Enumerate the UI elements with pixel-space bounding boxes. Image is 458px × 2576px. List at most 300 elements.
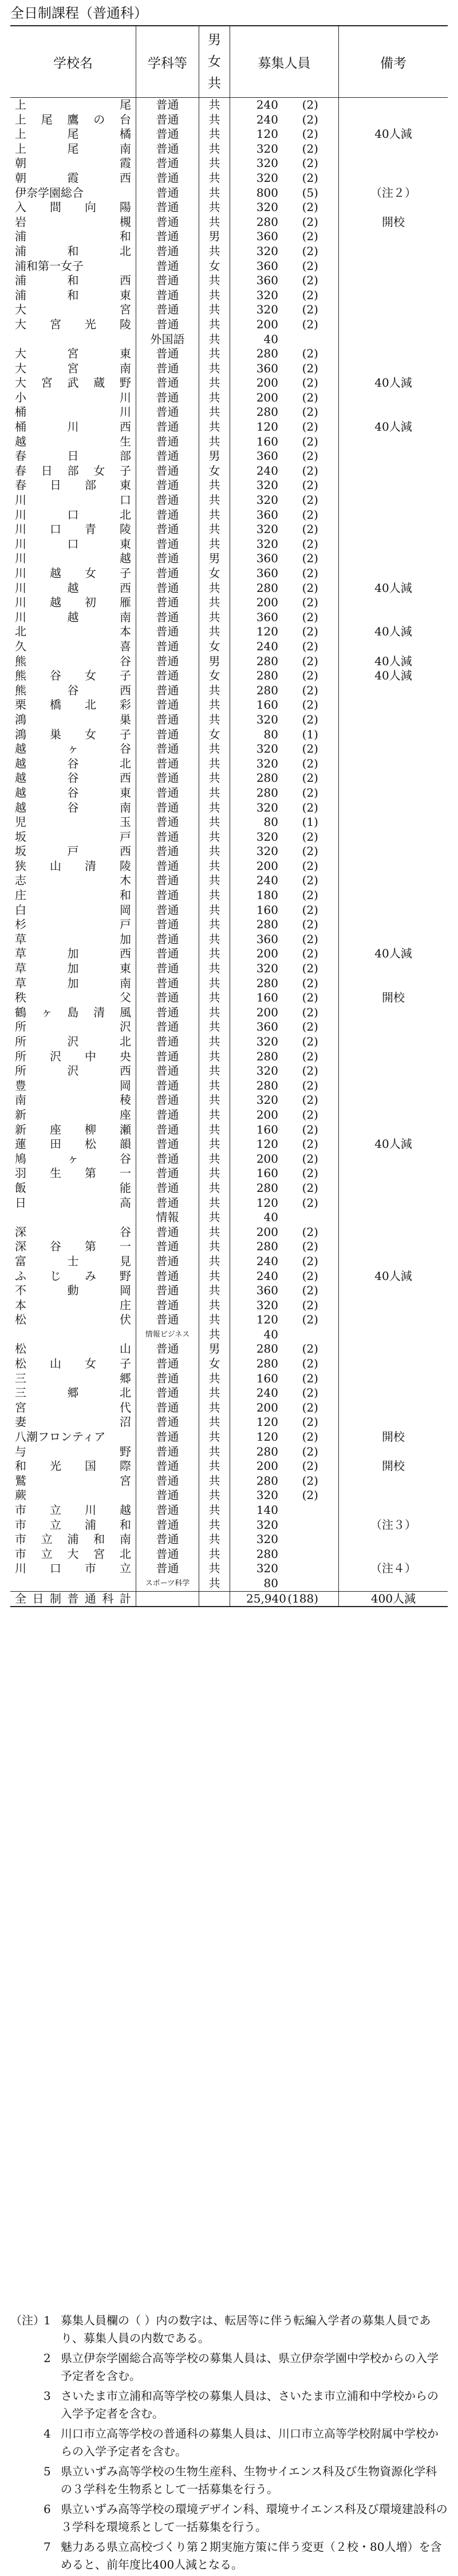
table-row: [10, 698, 448, 713]
dept: 普通: [136, 127, 199, 142]
total-num: 25,940: [246, 1591, 286, 1605]
gender: 共: [199, 1430, 230, 1445]
capacity: 320: [230, 1518, 339, 1533]
note: [339, 405, 448, 420]
gender: 共: [199, 1283, 230, 1298]
note: [339, 1298, 448, 1313]
table-row: [10, 317, 448, 332]
note: [339, 1313, 448, 1327]
gender: 共: [199, 1152, 230, 1167]
table-row: [10, 1298, 448, 1313]
gender: 共: [199, 200, 230, 215]
gender: 共: [199, 1108, 230, 1123]
capacity: 360 (2): [230, 449, 339, 464]
school-name: 桶 川 西: [10, 420, 136, 435]
capacity: 320 (2): [230, 844, 339, 859]
gender: 共: [199, 801, 230, 816]
note: [339, 1357, 448, 1372]
note: 40人減: [374, 1269, 412, 1283]
gender: 共: [199, 1327, 230, 1342]
capacity: 160 (2): [230, 435, 339, 450]
note: [339, 273, 448, 288]
capacity: 160 (2): [230, 991, 339, 1005]
table-row: [10, 244, 448, 259]
school-name: 春 日 部 女 子: [10, 464, 136, 479]
school-name: 所 沢 北: [10, 1035, 136, 1050]
dept: 普通: [136, 215, 199, 230]
capacity: 80: [230, 1576, 339, 1591]
school-name: 南 稜: [10, 1093, 136, 1108]
table-row: [10, 1342, 448, 1357]
capacity: 160 (2): [230, 1123, 339, 1138]
table-body: [10, 98, 448, 1591]
note: [339, 1547, 448, 1562]
note: [339, 1342, 448, 1357]
capacity: 360 (2): [230, 566, 339, 581]
dept: 普通: [136, 347, 199, 361]
capacity: 320 (2): [230, 200, 339, 215]
note: [339, 683, 448, 698]
capacity: 120 (2): [230, 420, 339, 435]
note: [339, 332, 448, 347]
note: [339, 522, 448, 537]
capacity: 360 (2): [230, 1283, 339, 1298]
gender: 共: [199, 1079, 230, 1094]
dept: 普通: [136, 1050, 199, 1064]
dept: 普通: [136, 1079, 199, 1094]
table-row: [10, 728, 448, 742]
table-row: [10, 1445, 448, 1460]
school-name: 川 口 北: [10, 508, 136, 523]
note: [339, 639, 448, 654]
dept: 普通: [136, 1269, 199, 1284]
table-row: [10, 903, 448, 918]
gender: 共: [199, 1166, 230, 1181]
dept: 普通: [136, 376, 199, 391]
capacity: 280 (2): [230, 347, 339, 361]
school-name: 草 加 南: [10, 976, 136, 991]
capacity: 200 (2): [230, 1225, 339, 1240]
table-row: [10, 1196, 448, 1211]
capacity: 320 (2): [230, 713, 339, 728]
note: （注４）: [370, 1561, 416, 1576]
school-name: 桶 川: [10, 405, 136, 420]
table-row: [10, 493, 448, 508]
note: [339, 1108, 448, 1123]
capacity: 240 (2): [230, 639, 339, 654]
capacity: 320 (2): [230, 288, 339, 303]
capacity: 200 (2): [230, 391, 339, 406]
capacity: 120 (2): [230, 1313, 339, 1327]
note: [339, 464, 448, 479]
capacity: 360 (2): [230, 508, 339, 523]
dept: 普通: [136, 156, 199, 171]
school-name: 川 口 東: [10, 537, 136, 552]
dept: 普通: [136, 1093, 199, 1108]
note: [339, 1386, 448, 1401]
note: [339, 317, 448, 332]
note: [339, 1445, 448, 1460]
gender: 共: [199, 698, 230, 713]
gender: 共: [199, 1401, 230, 1416]
gender: 共: [199, 1459, 230, 1474]
capacity: 320 (2): [230, 1298, 339, 1313]
gender: 共: [199, 844, 230, 859]
table-row: [10, 1005, 448, 1020]
gender: 共: [199, 186, 230, 201]
capacity: 360 (2): [230, 229, 339, 244]
school-name: 蕨: [10, 1488, 136, 1503]
table-row: [10, 1123, 448, 1138]
capacity: 120 (2): [230, 1415, 339, 1430]
table-row: [10, 1239, 448, 1254]
school-name: 川 口 青 陵: [10, 522, 136, 537]
note: [339, 1225, 448, 1240]
note: [339, 435, 448, 450]
dept: 普通: [136, 625, 199, 639]
school-name: 熊 谷 女 子: [10, 669, 136, 683]
gender: 共: [199, 113, 230, 128]
note: [339, 1152, 448, 1167]
note: [339, 566, 448, 581]
note: [339, 1532, 448, 1547]
note: [339, 1254, 448, 1269]
school-name: 市 立 川 越: [10, 1503, 136, 1518]
table-row: [10, 142, 448, 157]
note: [339, 347, 448, 361]
note-item: 6 県立いずみ高等学校の環境デザイン科、環境サイエンス科及び環境建設科の３学科を環境系として一括募集を行う。: [44, 2502, 448, 2534]
school-name: 春 日 部 東: [10, 478, 136, 493]
capacity: 280 (2): [230, 215, 339, 230]
gender: 共: [199, 537, 230, 552]
capacity: 280 (2): [230, 1079, 339, 1094]
table-row: [10, 1283, 448, 1298]
capacity: 280 (2): [230, 1342, 339, 1357]
table-row: [10, 1313, 448, 1327]
capacity: 280 (2): [230, 1357, 339, 1372]
note: 40人減: [374, 947, 412, 961]
table-row: [10, 1518, 448, 1533]
gender: 共: [199, 625, 230, 639]
school-name: 鴻 巣: [10, 713, 136, 728]
gender: 共: [199, 873, 230, 888]
dept: 普通: [136, 595, 199, 610]
table-row: [10, 1503, 448, 1518]
note: [339, 1283, 448, 1298]
note: [339, 961, 448, 976]
table-row: [10, 961, 448, 976]
school-name: 上 尾 橘: [10, 127, 136, 142]
dept: 普通: [136, 200, 199, 215]
gender: 共: [199, 1181, 230, 1196]
school-name: 大 宮 武 蔵 野: [10, 376, 136, 391]
dept: 普通: [136, 1503, 199, 1518]
dept: 普通: [136, 1488, 199, 1503]
school-name: 与 野: [10, 1445, 136, 1460]
dept: 普通: [136, 1283, 199, 1298]
header-gender-male: 男: [208, 33, 221, 47]
dept: 普通: [136, 713, 199, 728]
gender: 共: [199, 1239, 230, 1254]
gender: 共: [199, 361, 230, 376]
dept: 普通: [136, 1123, 199, 1138]
dept: 普通: [136, 522, 199, 537]
note: [339, 1474, 448, 1489]
dept: 普通: [136, 142, 199, 157]
gender: 共: [199, 1093, 230, 1108]
dept: 普通: [136, 1342, 199, 1357]
gender: 共: [199, 478, 230, 493]
capacity: 320: [230, 1532, 339, 1547]
note: [339, 888, 448, 903]
total-capacity: [230, 1592, 339, 1607]
capacity: 200 (2): [230, 1401, 339, 1416]
table-row: [10, 1093, 448, 1108]
dept: 普通: [136, 728, 199, 742]
table-row: [10, 566, 448, 581]
note: [339, 156, 448, 171]
gender: 共: [199, 991, 230, 1005]
dept: 普通: [136, 1372, 199, 1386]
note: [339, 478, 448, 493]
school-name: 松 山 女 子: [10, 1357, 136, 1372]
gender: 共: [199, 508, 230, 523]
capacity: 320 (2): [230, 142, 339, 157]
capacity: 200 (2): [230, 947, 339, 961]
dept: 普通: [136, 581, 199, 596]
note: [339, 361, 448, 376]
table-row: [10, 1357, 448, 1372]
note: （注３）: [370, 1517, 416, 1532]
note-item: 2 県立伊奈学園総合高等学校の募集人員は、県立伊奈学園中学校からの入学予定者を含む。: [44, 2351, 439, 2383]
table-row: [10, 464, 448, 479]
school-name: 上 尾: [10, 98, 136, 113]
school-name: 市 立 浦 和: [10, 1518, 136, 1533]
dept: 普通: [136, 405, 199, 420]
dept: 普通: [136, 1474, 199, 1489]
capacity: 40: [230, 1327, 339, 1342]
school-name: 越 谷 北: [10, 757, 136, 772]
table-row: [10, 801, 448, 816]
dept: 普通: [136, 464, 199, 479]
note: [339, 113, 448, 128]
capacity: 280 (2): [230, 405, 339, 420]
table-row: [10, 581, 448, 596]
table-row: [10, 757, 448, 772]
capacity: 320 (2): [230, 478, 339, 493]
table-row: [10, 742, 448, 757]
notes-section: [10, 2312, 448, 2576]
table-row: [10, 844, 448, 859]
table-row: [10, 347, 448, 361]
gender: 共: [199, 391, 230, 406]
note: [339, 1064, 448, 1079]
capacity: 200 (2): [230, 317, 339, 332]
dept: 普通: [136, 888, 199, 903]
table-row: [10, 1269, 448, 1284]
table-row: [10, 1547, 448, 1562]
school-name: 川 口: [10, 493, 136, 508]
gender: 女: [199, 728, 230, 742]
dept: 普通: [136, 171, 199, 186]
note: [339, 391, 448, 406]
note: [339, 1415, 448, 1430]
gender: 共: [199, 1020, 230, 1035]
table-row: [10, 551, 448, 566]
capacity: 240 (2): [230, 1254, 339, 1269]
table-row: [10, 639, 448, 654]
capacity: 280 (2): [230, 1181, 339, 1196]
gender: 共: [199, 215, 230, 230]
table-row: [10, 273, 448, 288]
dept: 普通: [136, 449, 199, 464]
dept: 普通: [136, 654, 199, 669]
capacity: 200 (2): [230, 595, 339, 610]
capacity: 160 (2): [230, 1166, 339, 1181]
capacity: 200 (2): [230, 859, 339, 874]
dept: 普通: [136, 786, 199, 801]
dept: 普通: [136, 244, 199, 259]
gender: 共: [199, 1372, 230, 1386]
school-name: 松 山: [10, 1342, 136, 1357]
gender: 共: [199, 1137, 230, 1152]
note: 40人減: [374, 581, 412, 595]
table-row: [10, 1327, 448, 1342]
gender: 共: [199, 713, 230, 728]
dept: 普通: [136, 976, 199, 991]
note: [339, 1372, 448, 1386]
table-row: [10, 113, 448, 128]
gender: 共: [199, 1210, 230, 1225]
note: [339, 493, 448, 508]
table-row: [10, 815, 448, 830]
capacity: 40: [230, 332, 339, 347]
dept: 普通: [136, 1445, 199, 1460]
table-row: [10, 1137, 448, 1152]
header-capacity: 募集人員: [230, 26, 339, 97]
gender: 共: [199, 1005, 230, 1020]
total-note: 400人減: [370, 1591, 416, 1605]
dept: 情報: [136, 1210, 199, 1225]
table-row: [10, 1415, 448, 1430]
gender: 共: [199, 493, 230, 508]
capacity: 360 (2): [230, 932, 339, 947]
school-name: 狭 山 清 陵: [10, 859, 136, 874]
school-name: [10, 1327, 136, 1342]
note: [339, 786, 448, 801]
capacity: 240 (2): [230, 1269, 339, 1284]
school-name: 坂 戸: [10, 830, 136, 845]
school-name: 朝 霞: [10, 156, 136, 171]
dept: 普通: [136, 1181, 199, 1196]
capacity: 200 (2): [230, 1005, 339, 1020]
note: 開校: [382, 1459, 405, 1473]
gender: 共: [199, 815, 230, 830]
table-row: [10, 1035, 448, 1050]
dept: 普通: [136, 1225, 199, 1240]
table-row: [10, 859, 448, 874]
school-name: 入 間 向 陽: [10, 200, 136, 215]
dept: 普通: [136, 288, 199, 303]
note: [339, 595, 448, 610]
capacity: 120 (2): [230, 127, 339, 142]
school-name: 浦 和 西: [10, 273, 136, 288]
note-item: 3 さいたま市立浦和高等学校の募集人員は、さいたま市立浦和中学校からの入学予定者を含む。: [44, 2389, 439, 2420]
capacity: 120 (2): [230, 625, 339, 639]
gender: 男: [199, 551, 230, 566]
note: [339, 1166, 448, 1181]
gender: 共: [199, 1123, 230, 1138]
school-name: 飯 能: [10, 1181, 136, 1196]
table-row: [10, 976, 448, 991]
school-name: 熊 谷: [10, 654, 136, 669]
capacity: 160 (2): [230, 903, 339, 918]
capacity: 40: [230, 1210, 339, 1225]
gender: 共: [199, 888, 230, 903]
note: [339, 1181, 448, 1196]
school-name: 羽 生 第 一: [10, 1166, 136, 1181]
capacity: 160 (2): [230, 698, 339, 713]
table-row: [10, 1386, 448, 1401]
school-name: 鷲 宮: [10, 1474, 136, 1489]
note: 40人減: [374, 127, 412, 141]
gender: 共: [199, 288, 230, 303]
school-name: 栗 橋 北 彩: [10, 698, 136, 713]
dept: スポーツ科学: [136, 1576, 199, 1591]
capacity: 80 (1): [230, 815, 339, 830]
gender: 共: [199, 961, 230, 976]
school-name: 松 伏: [10, 1313, 136, 1327]
dept: 普通: [136, 1415, 199, 1430]
school-name: 浦和第一女子: [10, 259, 136, 274]
school-name: 不 動 岡: [10, 1283, 136, 1298]
capacity: 140: [230, 1503, 339, 1518]
gender: 共: [199, 1225, 230, 1240]
dept: 普通: [136, 961, 199, 976]
dept: 普通: [136, 1166, 199, 1181]
dept: 普通: [136, 361, 199, 376]
table-row: [10, 1225, 448, 1240]
note: [339, 1239, 448, 1254]
note-item: （注） 1 募集人員欄の（ ）内の数字は、転居等に伴う転編入学者の募集人員であり、募集人員の内数である。: [10, 2313, 431, 2345]
dept: 普通: [136, 683, 199, 698]
note: [339, 1035, 448, 1050]
table-row: [10, 683, 448, 698]
school-name: 所 沢: [10, 1020, 136, 1035]
header-gender-female: 女: [208, 54, 221, 69]
school-name: 杉 戸: [10, 917, 136, 932]
gender: 共: [199, 142, 230, 157]
school-name: 越 谷 西: [10, 771, 136, 786]
note: [339, 1210, 448, 1225]
table-header: [10, 26, 448, 98]
table-row: [10, 229, 448, 244]
school-name: 鴻 巣 女 子: [10, 728, 136, 742]
school-name: 岩 槻: [10, 215, 136, 230]
table-row: [10, 186, 448, 201]
capacity: 280 (2): [230, 771, 339, 786]
table-row: [10, 376, 448, 391]
dept: 普通: [136, 1298, 199, 1313]
school-name: 新 座 柳 瀬: [10, 1123, 136, 1138]
table-row: [10, 332, 448, 347]
table-row: [10, 1459, 448, 1474]
table-row: [10, 1372, 448, 1386]
dept: 普通: [136, 1561, 199, 1576]
school-name: 所 沢 西: [10, 1064, 136, 1079]
capacity: 320 (2): [230, 1064, 339, 1079]
dept: 普通: [136, 830, 199, 845]
